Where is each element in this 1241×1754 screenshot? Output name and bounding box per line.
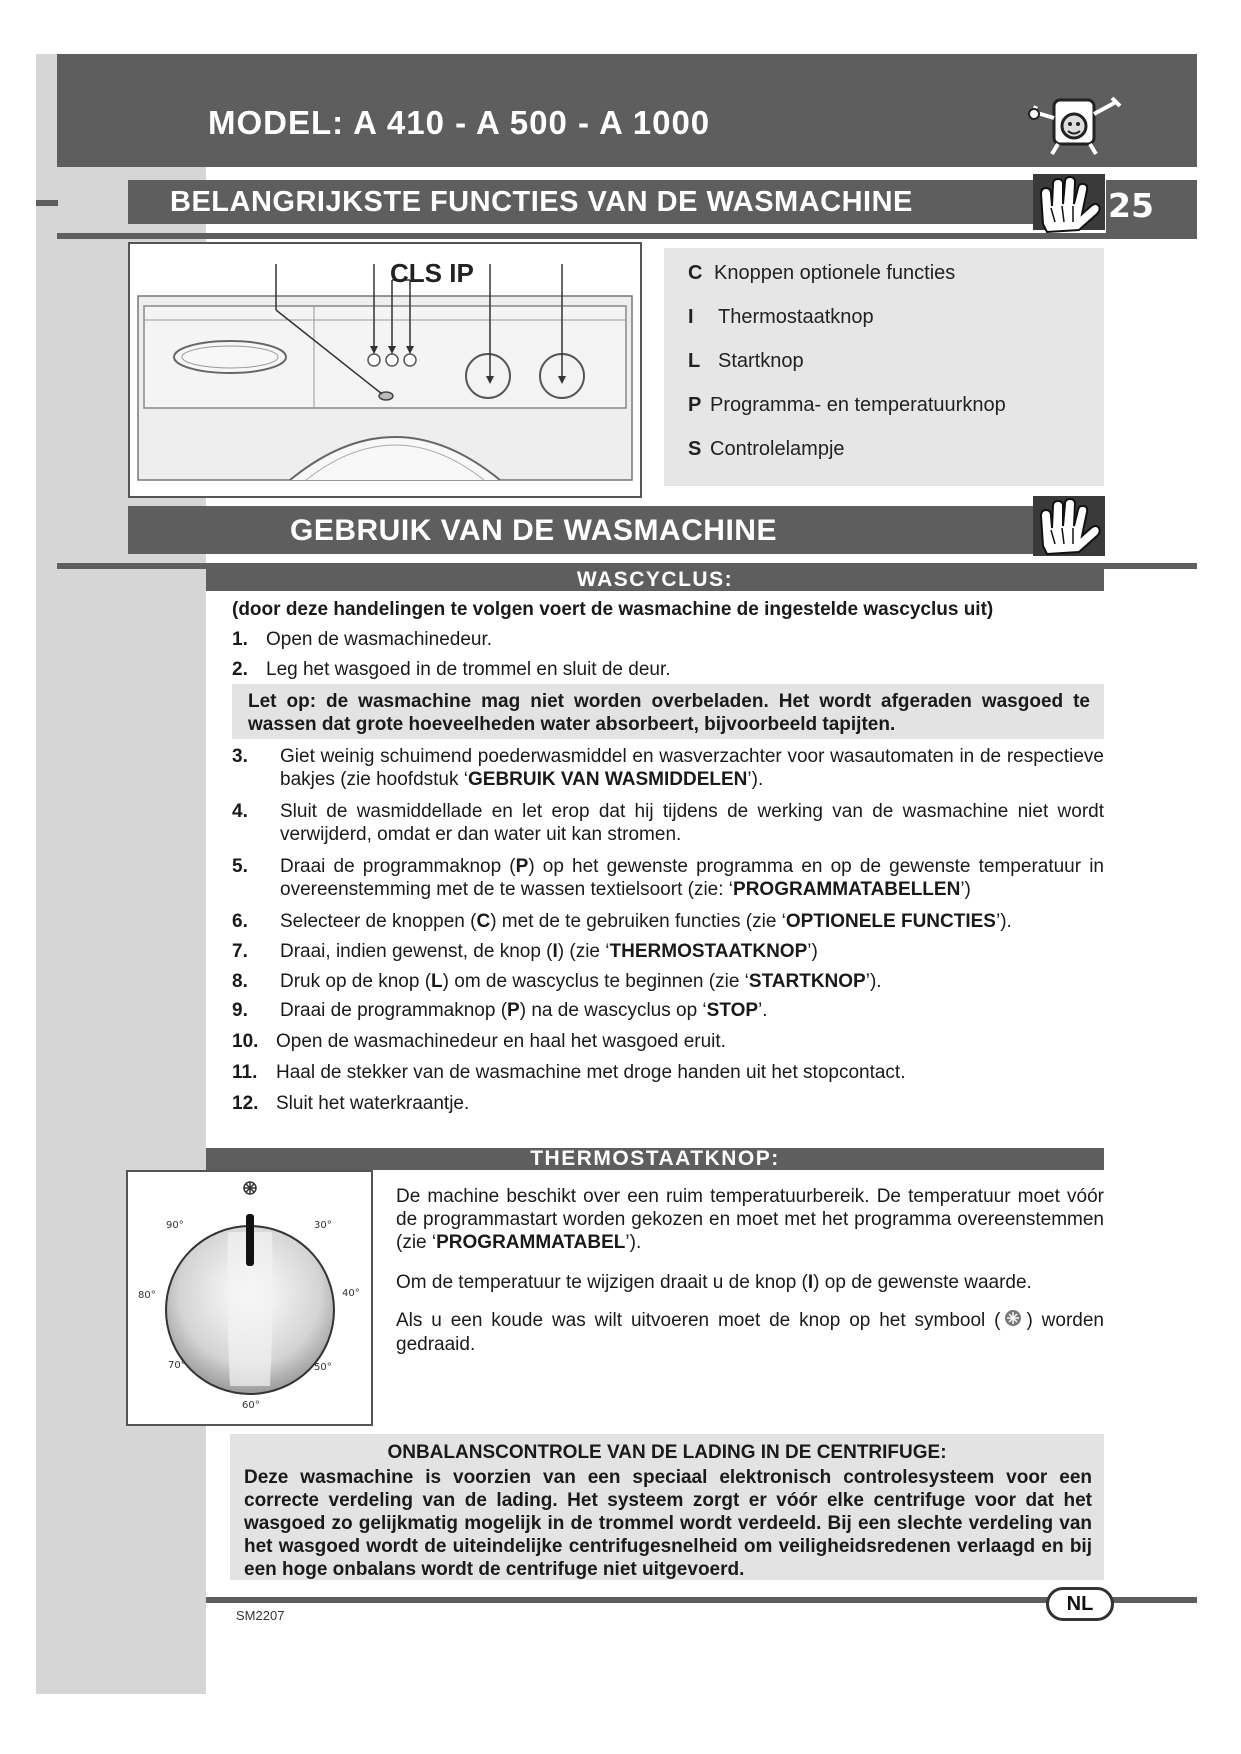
step-text-part: Selecteer de knoppen ( (280, 911, 477, 932)
notice-body: Deze wasmachine is voorzien van een speciaal elektronisch controlesysteem voor een correcte verdeling van de lading. Het systeem zorgt er vóór elke centrifuge voor dat het wasgoed zo gelijkmatig mogelijk in de trommel wordt verdeeld. Bij een slechte verdeling van het wasgoed wordt de uiteindelijke centrifugesnelheid om veiligheidsredenen verlaagd en bij een hoge onbalans wordt de centrifuge niet uitgevoerd. (244, 1467, 1092, 1580)
step-ref: STOP (706, 1000, 759, 1021)
model-title: MODEL: A 410 - A 500 - A 1000 (208, 104, 711, 141)
step-key: P (515, 856, 529, 877)
thermostat-dial-diagram (126, 1170, 373, 1426)
step-text (280, 745, 1104, 791)
document-code: SM2207 (236, 1608, 285, 1623)
overload-warning (232, 684, 1104, 739)
legend-text: Thermostaatknop (718, 306, 874, 328)
legend-text: Controlelampje (710, 438, 845, 460)
step-text-part: ’) (807, 941, 818, 962)
dial-label-80: 80° (138, 1290, 156, 1301)
language-badge: NL (1046, 1587, 1114, 1621)
para-text: ’). (625, 1232, 642, 1253)
step-text-part: ) (zie ‘ (557, 941, 610, 962)
legend-key: L (688, 350, 701, 372)
legend-panel (664, 248, 1104, 486)
step-text-part: ’). (747, 769, 764, 790)
legend-key: S (688, 438, 702, 460)
para-text: ) op de gewenste waarde. (813, 1272, 1032, 1293)
legend-item (688, 306, 874, 329)
hand-icon (1033, 496, 1105, 556)
step-key: P (507, 1000, 520, 1021)
step-text: Open de wasmachinedeur. (266, 629, 493, 650)
control-panel-illustration (130, 244, 640, 496)
section-title: BELANGRIJKSTE FUNCTIES VAN DE WASMACHINE (170, 186, 913, 218)
subsection-heading: WASCYCLUS: (206, 569, 1104, 591)
para-key: I (807, 1272, 814, 1293)
thermostat-paragraph (396, 1309, 1104, 1356)
step-text: Haal de stekker van de wasmachine met droge handen uit het stopcontact. (276, 1062, 906, 1083)
para-ref: PROGRAMMATABEL (436, 1232, 626, 1253)
step-key: I (552, 941, 558, 962)
step-number: 9. (232, 1000, 248, 1021)
step-text (280, 970, 1104, 993)
step-number: 5. (232, 856, 248, 877)
imbalance-notice (230, 1434, 1104, 1580)
section-rule (57, 233, 1197, 239)
step-text-part: ’). (865, 971, 882, 992)
dial-label-70: 70° (168, 1360, 186, 1371)
wascyclus-intro: (door deze handelingen te volgen voert de wasmachine de ingestelde wascyclus uit) (232, 599, 994, 620)
step-text-part: ’). (995, 911, 1012, 932)
step-text: Sluit de wasmiddellade en let erop dat hij tijdens de werking van de wasmachine niet wordt verwijderd, omdat er dan water uit kan stromen. (280, 801, 1104, 845)
para-text: ) worden gedraaid. (396, 1310, 1104, 1355)
step-text-part: ) met de te gebruiken functies (zie ‘ (490, 911, 786, 932)
step-ref: THERMOSTAATKNOP (609, 941, 808, 962)
panel-label: CLS IP (390, 258, 474, 288)
step-text: Leg het wasgoed in de trommel en sluit de deur. (266, 659, 671, 680)
section-title-bar (128, 180, 1033, 224)
step-text-part: Draai de programmaknop ( (280, 856, 516, 877)
step-ref: PROGRAMMATABELLEN (733, 879, 961, 900)
warning-text: Let op: de wasmachine mag niet worden overbeladen. Het wordt afgeraden wasgoed te wassen dat grote hoeveelheden water absorbeert, bijvoorbeeld tapijten. (248, 691, 1090, 735)
legend-text: Knoppen optionele functies (714, 262, 956, 284)
step-text-part: ’) (960, 879, 971, 900)
step-number: 8. (232, 971, 248, 992)
legend-text: Startknop (718, 350, 804, 372)
dial-label-40: 40° (342, 1288, 360, 1299)
mascot-logo-icon (1024, 92, 1128, 156)
para-text: Als u een koude was wilt uitvoeren moet de knop op het symbool ( (396, 1310, 1001, 1332)
step-text-part: Giet weinig schuimend poederwasmiddel en wasverzachter voor wasautomaten in de respectieve bakjes (zie hoofdstuk ‘ (280, 746, 1104, 790)
legend-item (688, 262, 955, 285)
step-key: C (476, 911, 491, 932)
step-number: 7. (232, 941, 248, 962)
step-text (280, 855, 1104, 901)
step-text-part: ) na de wascyclus op ‘ (519, 1000, 707, 1021)
step-number: 2. (232, 659, 248, 680)
step-text (280, 910, 1104, 933)
step-text: Sluit het waterkraantje. (276, 1093, 470, 1114)
dial-label-30: 30° (314, 1220, 332, 1231)
step-text-part: ) om de wascyclus te beginnen (zie ‘ (442, 971, 749, 992)
legend-key: I (688, 306, 694, 328)
thermostat-dial-illustration (128, 1172, 371, 1424)
para-text: Om de temperatuur te wijzigen draait u de knop ( (396, 1272, 808, 1293)
step-ref: STARTKNOP (748, 971, 866, 992)
step-number: 3. (232, 746, 248, 767)
thermostat-paragraph (396, 1271, 1104, 1294)
dial-label-50: 50° (314, 1362, 332, 1373)
dial-label-90: 90° (166, 1220, 184, 1231)
step-text-part: ’. (758, 1000, 768, 1021)
control-panel-diagram (128, 242, 642, 498)
step-text-part: Draai, indien gewenst, de knop ( (280, 941, 553, 962)
dial-label-60: 60° (242, 1400, 260, 1411)
legend-item (688, 394, 1006, 417)
step-number: 10. (232, 1031, 259, 1052)
legend-key: P (688, 394, 702, 416)
thermostat-paragraph (396, 1185, 1104, 1254)
snowflake-icon (1004, 1309, 1022, 1333)
legend-key: C (688, 262, 703, 284)
hand-icon (1033, 174, 1105, 230)
step-number: 6. (232, 911, 248, 932)
step-text-part: Draai de programmaknop ( (280, 1000, 508, 1021)
step-number: 4. (232, 801, 248, 822)
page-number: 25 (1108, 186, 1154, 225)
subsection-heading: THERMOSTAATKNOP: (206, 1148, 1104, 1170)
step-text-part: ) op het gewenste programma en op de gewenste temperatuur in overeenstemming met de te wassen textielsoort (zie: ‘ (280, 856, 1104, 900)
section-title: GEBRUIK VAN DE WASMACHINE (290, 514, 777, 547)
step-text-part: Druk op de knop ( (280, 971, 432, 992)
step-key: L (431, 971, 443, 992)
step-number: 12. (232, 1093, 259, 1114)
step-number: 1. (232, 629, 248, 650)
step-number: 11. (232, 1062, 258, 1083)
legend-item (688, 350, 804, 373)
step-text (280, 999, 1104, 1022)
side-tick (36, 200, 58, 206)
step-ref: OPTIONELE FUNCTIES (785, 911, 996, 932)
step-ref: GEBRUIK VAN WASMIDDELEN (468, 769, 748, 790)
legend-text: Programma- en temperatuurknop (710, 394, 1006, 416)
step-text (280, 940, 1104, 963)
section-title-bar (128, 506, 1033, 554)
para-text: De machine beschikt over een ruim temperatuurbereik. De temperatuur moet vóór de programmastart worden gekozen en moet met het programma overeenstemmen (zie ‘ (396, 1186, 1104, 1253)
notice-title: ONBALANSCONTROLE VAN DE LADING IN DE CENTRIFUGE: (387, 1442, 947, 1463)
legend-item (688, 438, 845, 461)
step-text: Open de wasmachinedeur en haal het wasgoed eruit. (276, 1031, 726, 1052)
